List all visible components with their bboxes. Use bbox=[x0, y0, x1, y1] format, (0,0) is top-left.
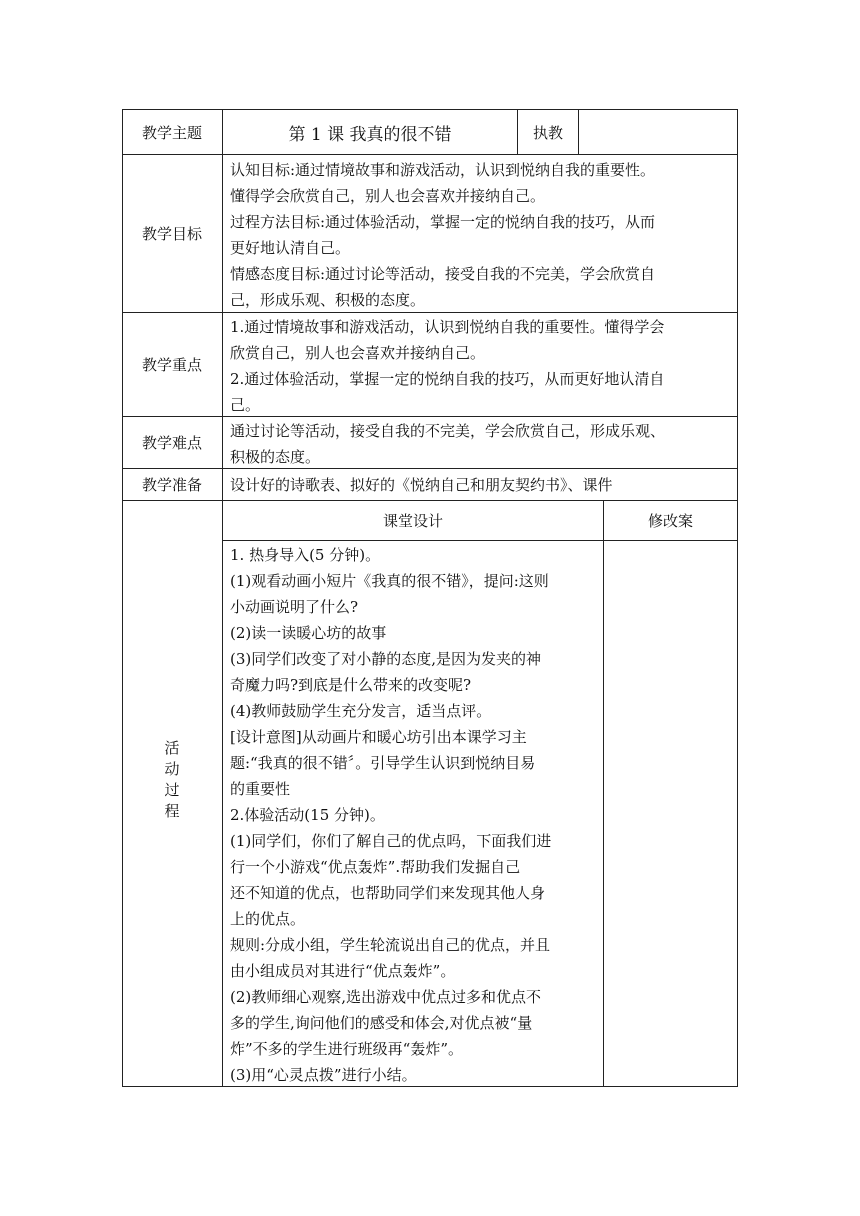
design-line: (2)读一读暖心坊的故事 bbox=[230, 624, 387, 642]
objective-line: 认知目标:通过情境故事和游戏活动，认识到悦纳自我的重要性。 bbox=[230, 161, 656, 179]
preparation-header: 教学准备 bbox=[141, 476, 202, 494]
table-border-right bbox=[737, 109, 738, 1087]
design-line: 1. 热身导入(5 分钟)。 bbox=[230, 546, 381, 564]
design-line: 2.体验活动(15 分钟)。 bbox=[230, 806, 385, 824]
design-line: 小动画说明了什么? bbox=[230, 598, 359, 616]
design-line: (4)教师鼓励学生充分发言，适当点评。 bbox=[230, 702, 492, 720]
objective-line: 过程方法目标:通过体验活动，掌握一定的悦纳自我的技巧，从而 bbox=[230, 213, 656, 231]
teacher-value[interactable] bbox=[579, 110, 737, 154]
design-line: 的重要性 bbox=[230, 780, 291, 798]
difficulties-text bbox=[230, 418, 665, 470]
design-line: (1)同学们，你们了解自己的优点吗，下面我们进 bbox=[230, 832, 552, 850]
difficulty-line: 积极的态度。 bbox=[230, 448, 321, 466]
objective-line: 情感态度目标:通过讨论等活动，接受自我的不完美，学会欣赏自 bbox=[230, 265, 656, 283]
design-line: (3)用“心灵点拨”进行小结。 bbox=[230, 1066, 417, 1084]
key-points-header: 教学重点 bbox=[141, 356, 202, 374]
design-line: 多的学生,询问他们的感受和体会,对优点被“量 bbox=[230, 1014, 533, 1032]
design-line: 由小组成员对其进行“优点轰炸”。 bbox=[230, 962, 456, 980]
objectives-text bbox=[230, 157, 655, 313]
design-line: 上的优点。 bbox=[230, 910, 306, 928]
header-column-divider bbox=[222, 109, 223, 1087]
preparation-text: 设计好的诗歌表、拟好的《悦纳自己和朋友契约书》、课件 bbox=[230, 476, 613, 494]
difficulty-line: 通过讨论等活动，接受自我的不完美，学会欣赏自己，形成乐观、 bbox=[230, 422, 666, 440]
design-line: 题:“我真的很不错〞。引导学生认识到悦纳目易 bbox=[230, 754, 536, 772]
design-line: 还不知道的优点，也帮助同学们来发现其他人身 bbox=[230, 884, 546, 902]
activity-header bbox=[162, 738, 182, 822]
objective-line: 己，形成乐观、积极的态度。 bbox=[230, 291, 426, 309]
revision-column-header: 修改案 bbox=[647, 512, 693, 530]
design-line: 炸”不多的学生进行班级再“轰炸”。 bbox=[230, 1040, 464, 1058]
design-line: 规则:分成小组，学生轮流说出自己的优点，并且 bbox=[230, 936, 551, 954]
objective-line: 更好地认清自己。 bbox=[230, 239, 351, 257]
design-line: (1)观看动画小短片《我真的很不错》，提问:这则 bbox=[230, 572, 549, 590]
objectives-header: 教学目标 bbox=[141, 225, 202, 243]
activity-header-char: 活 bbox=[164, 739, 180, 757]
lesson-title: 第 1 课 我真的很不错 bbox=[288, 124, 452, 145]
key-point-line: 己。 bbox=[230, 396, 261, 414]
key-point-line: 2.通过体验活动，掌握一定的悦纳自我的技巧，从而更好地认清自 bbox=[230, 370, 665, 388]
activity-header-char: 程 bbox=[164, 802, 180, 820]
design-line: 行一个小游戏“优点轰炸”.帮助我们发掘自己 bbox=[230, 858, 521, 876]
activity-header-char: 动 bbox=[164, 760, 180, 778]
design-column-header: 课堂设计 bbox=[382, 512, 443, 530]
design-line: [设计意图]从动画片和暖心坊引出本课学习主 bbox=[230, 728, 527, 746]
revision-content[interactable] bbox=[604, 541, 737, 1086]
design-line: (2)教师细心观察,选出游戏中优点过多和优点不 bbox=[230, 988, 542, 1006]
design-content bbox=[230, 542, 551, 1088]
design-line: 奇魔力吗?到底是什么带来的改变呢? bbox=[230, 676, 472, 694]
theme-header: 教学主题 bbox=[141, 123, 202, 142]
teacher-label: 执教 bbox=[532, 123, 563, 142]
key-point-line: 欣赏自己，别人也会喜欢并接纳自己。 bbox=[230, 344, 486, 362]
key-points-text bbox=[230, 314, 664, 418]
objective-line: 懂得学会欣赏自己，别人也会喜欢并接纳自己。 bbox=[230, 187, 546, 205]
difficulties-header: 教学难点 bbox=[141, 434, 202, 452]
key-point-line: 1.通过情境故事和游戏活动，认识到悦纳自我的重要性。懂得学会 bbox=[230, 318, 665, 336]
activity-header-char: 过 bbox=[164, 781, 180, 799]
design-line: (3)同学们改变了对小静的态度,是因为发夹的神 bbox=[230, 650, 542, 668]
